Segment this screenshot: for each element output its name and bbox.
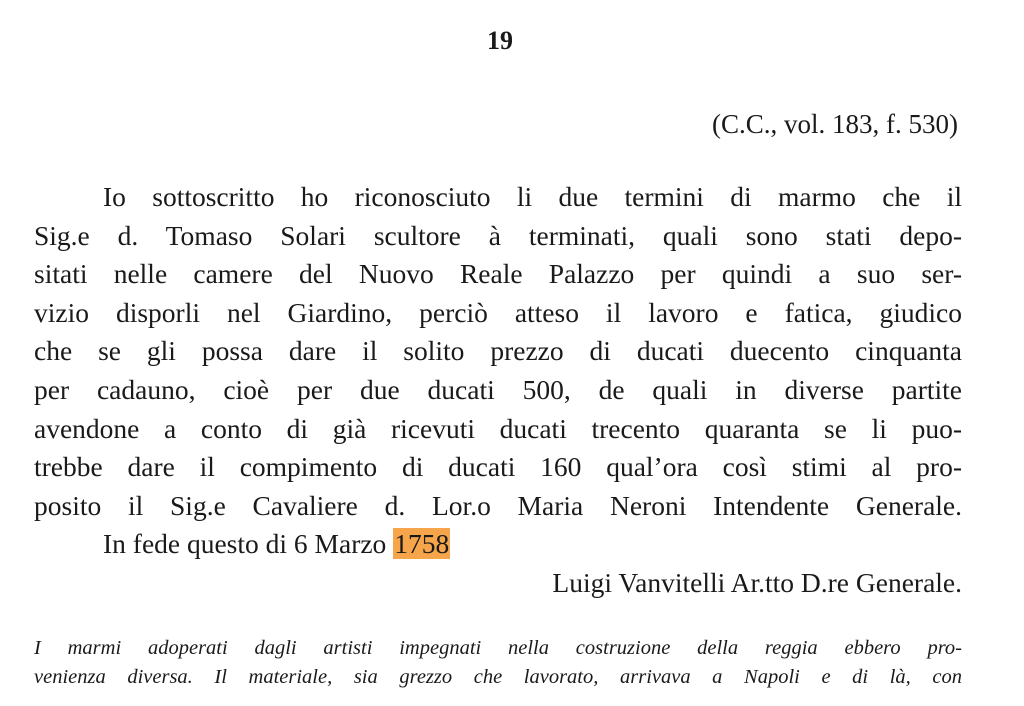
signature-line: Luigi Vanvitelli Ar.tto D.re Generale. [552,566,962,598]
footnote-line: I marmi adoperati dagli artisti impegnati nella costruzione della reggia ebbero pro- [34,637,962,659]
body-line: Io sottoscritto ho riconosciuto li due termini di marmo che il [103,181,962,212]
page-number: 19 [487,26,513,55]
highlighted-year: 1758 [394,528,450,560]
date-line-text: In fede questo di 6 Marzo [103,528,394,560]
body-line: Sig.e d. Tomaso Solari scultore à terminati, quali sono stati depo- [34,219,962,251]
archival-citation: (C.C., vol. 183, f. 530) [712,109,958,139]
body-line: avendone a conto di già ricevuti ducati trecento quaranta se li puo- [34,412,962,444]
document-body [34,178,962,603]
body-line: posito il Sig.e Cavaliere d. Lor.o Maria Neroni Intendente Generale. [34,489,962,521]
footnote [34,634,962,692]
body-line: vizio disporli nel Giardino, perciò atteso il lavoro e fatica, giudico [34,296,962,328]
date-line [34,525,962,564]
body-line: che se gli possa dare il solito prezzo di ducati duecento cinquanta [34,335,962,367]
body-line: sitati nelle camere del Nuovo Reale Palazzo per quindi a suo ser- [34,258,962,290]
body-line: trebbe dare il compimento di ducati 160 qual’ora così stimi al pro- [34,451,962,483]
footnote-line: venienza diversa. Il materiale, sia grezzo che lavorato, arrivava a Napoli e di là, con [34,666,962,688]
body-line: per cadauno, cioè per due ducati 500, de quali in diverse partite [34,373,962,405]
